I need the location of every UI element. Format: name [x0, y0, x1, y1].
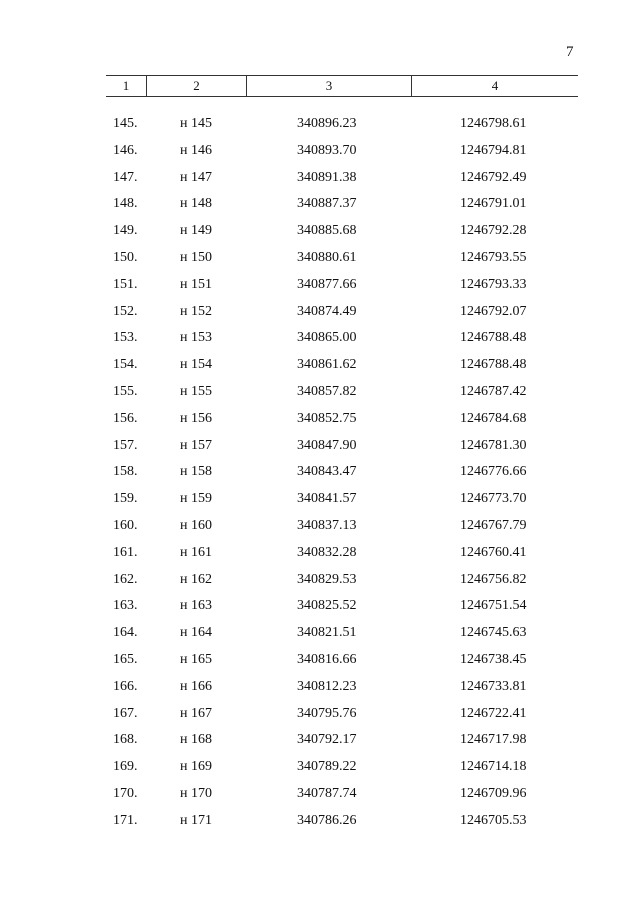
table-row	[0, 491, 639, 518]
coord-y: 1246745.63	[460, 625, 527, 641]
coord-x: 340887.37	[297, 196, 357, 212]
table-row	[0, 786, 639, 813]
coord-y: 1246714.18	[460, 759, 527, 775]
coord-y: 1246793.33	[460, 276, 527, 292]
table-row	[0, 250, 639, 277]
point-name: н 153	[180, 330, 212, 346]
coord-x: 340877.66	[297, 276, 357, 292]
coord-x: 340893.70	[297, 142, 357, 158]
table-row	[0, 170, 639, 197]
coord-x: 340786.26	[297, 812, 357, 828]
point-name: н 150	[180, 249, 212, 265]
row-number: 164.	[113, 625, 138, 641]
coord-x: 340880.61	[297, 249, 357, 265]
table-row	[0, 411, 639, 438]
table-row	[0, 652, 639, 679]
row-number: 150.	[113, 249, 138, 265]
row-number: 168.	[113, 732, 138, 748]
point-name: н 167	[180, 705, 212, 721]
point-name: н 161	[180, 544, 212, 560]
table-row	[0, 277, 639, 304]
coord-x: 340837.13	[297, 517, 357, 533]
row-number: 147.	[113, 169, 138, 185]
point-name: н 157	[180, 437, 212, 453]
point-name: н 171	[180, 812, 212, 828]
row-number: 146.	[113, 142, 138, 158]
row-number: 145.	[113, 116, 138, 131]
coord-y: 1246709.96	[460, 785, 527, 801]
table-row	[0, 545, 639, 572]
coord-x: 340832.28	[297, 544, 357, 560]
point-name: н 152	[180, 303, 212, 319]
row-number: 171.	[113, 812, 138, 828]
point-name: н 164	[180, 625, 212, 641]
row-number: 162.	[113, 571, 138, 587]
header-col-4: 4	[491, 78, 499, 93]
coord-y: 1246798.61	[460, 116, 527, 131]
row-number: 159.	[113, 491, 138, 507]
coord-y: 1246760.41	[460, 544, 527, 560]
table-row	[0, 223, 639, 250]
point-name: н 170	[180, 785, 212, 801]
header-col-2: 2	[147, 76, 247, 96]
coord-y: 1246794.81	[460, 142, 527, 158]
coord-x: 340865.00	[297, 330, 357, 346]
point-name: н 160	[180, 517, 212, 533]
coord-y: 1246787.42	[460, 383, 527, 399]
coord-y: 1246733.81	[460, 678, 527, 694]
row-number: 148.	[113, 196, 138, 212]
coord-x: 340841.57	[297, 491, 357, 507]
coord-x: 340821.51	[297, 625, 357, 641]
row-number: 167.	[113, 705, 138, 721]
point-name: н 145	[180, 116, 212, 131]
point-name: н 168	[180, 732, 212, 748]
coord-x: 340857.82	[297, 383, 357, 399]
coord-y: 1246788.48	[460, 357, 527, 373]
table-body	[0, 116, 639, 840]
coord-y: 1246756.82	[460, 571, 527, 587]
coord-y: 1246781.30	[460, 437, 527, 453]
point-name: н 169	[180, 759, 212, 775]
table-row	[0, 732, 639, 759]
coord-y: 1246792.07	[460, 303, 527, 319]
table-row	[0, 598, 639, 625]
table-row	[0, 518, 639, 545]
coord-x: 340874.49	[297, 303, 357, 319]
table-header	[106, 75, 578, 97]
coord-x: 340885.68	[297, 223, 357, 239]
coord-x: 340789.22	[297, 759, 357, 775]
header-col-3: 3	[247, 76, 412, 96]
coord-x: 340787.74	[297, 785, 357, 801]
coord-x: 340861.62	[297, 357, 357, 373]
point-name: н 156	[180, 410, 212, 426]
row-number: 169.	[113, 759, 138, 775]
point-name: н 162	[180, 571, 212, 587]
row-number: 155.	[113, 383, 138, 399]
coord-y: 1246767.79	[460, 517, 527, 533]
row-number: 156.	[113, 410, 138, 426]
point-name: н 159	[180, 491, 212, 507]
coord-y: 1246776.66	[460, 464, 527, 480]
coord-x: 340825.52	[297, 598, 357, 614]
point-name: н 149	[180, 223, 212, 239]
row-number: 158.	[113, 464, 138, 480]
row-number: 157.	[113, 437, 138, 453]
point-name: н 166	[180, 678, 212, 694]
row-number: 163.	[113, 598, 138, 614]
point-name: н 163	[180, 598, 212, 614]
row-number: 161.	[113, 544, 138, 560]
table-row	[0, 572, 639, 599]
coord-y: 1246722.41	[460, 705, 527, 721]
row-number: 151.	[113, 276, 138, 292]
table-row	[0, 330, 639, 357]
coord-y: 1246751.54	[460, 598, 527, 614]
table-row	[0, 143, 639, 170]
row-number: 154.	[113, 357, 138, 373]
row-number: 152.	[113, 303, 138, 319]
row-number: 170.	[113, 785, 138, 801]
row-number: 160.	[113, 517, 138, 533]
coord-x: 340847.90	[297, 437, 357, 453]
coord-y: 1246791.01	[460, 196, 527, 212]
point-name: н 147	[180, 169, 212, 185]
coord-y: 1246784.68	[460, 410, 527, 426]
row-number: 165.	[113, 651, 138, 667]
point-name: н 158	[180, 464, 212, 480]
coord-y: 1246792.28	[460, 223, 527, 239]
coord-y: 1246793.55	[460, 249, 527, 265]
point-name: н 165	[180, 651, 212, 667]
coord-y: 1246792.49	[460, 169, 527, 185]
table-row	[0, 625, 639, 652]
table-row	[0, 464, 639, 491]
coord-x: 340829.53	[297, 571, 357, 587]
coord-x: 340843.47	[297, 464, 357, 480]
coord-x: 340792.17	[297, 732, 357, 748]
table-row	[0, 759, 639, 786]
table-row	[0, 813, 639, 840]
point-name: н 148	[180, 196, 212, 212]
coord-y: 1246788.48	[460, 330, 527, 346]
coord-x: 340795.76	[297, 705, 357, 721]
coord-y: 1246738.45	[460, 651, 527, 667]
point-name: н 155	[180, 383, 212, 399]
header-col-1: 1	[106, 76, 147, 96]
page-number: 7	[566, 44, 574, 60]
coord-x: 340891.38	[297, 169, 357, 185]
table-row	[0, 384, 639, 411]
row-number: 149.	[113, 223, 138, 239]
coord-y: 1246717.98	[460, 732, 527, 748]
row-number: 166.	[113, 678, 138, 694]
table-row	[0, 116, 639, 143]
coord-y: 1246773.70	[460, 491, 527, 507]
table-row	[0, 438, 639, 465]
table-row	[0, 357, 639, 384]
point-name: н 151	[180, 276, 212, 292]
coord-y: 1246705.53	[460, 812, 527, 828]
table-row	[0, 196, 639, 223]
coord-x: 340816.66	[297, 651, 357, 667]
point-name: н 154	[180, 357, 212, 373]
coord-x: 340896.23	[297, 116, 357, 131]
coord-x: 340812.23	[297, 678, 357, 694]
table-row	[0, 679, 639, 706]
coord-x: 340852.75	[297, 410, 357, 426]
table-row	[0, 706, 639, 733]
table-row	[0, 304, 639, 331]
row-number: 153.	[113, 330, 138, 346]
point-name: н 146	[180, 142, 212, 158]
